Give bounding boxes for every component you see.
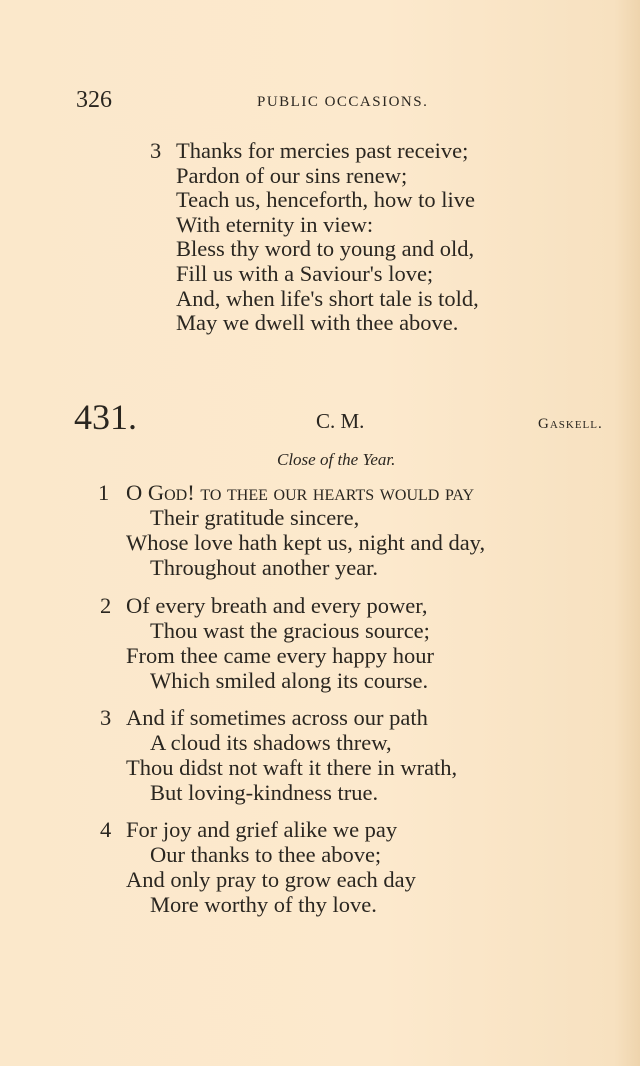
verse-line: A cloud its shadows threw, [150,730,392,755]
verse-line: Whose love hath kept us, night and day, [126,530,486,555]
verse-line: Throughout another year. [150,555,379,580]
verse-line: But loving-kindness true. [150,780,379,805]
verse-line: And, when life's short tale is told, [176,285,479,311]
verse-line: Their gratitude sincere, [150,505,360,530]
verse-line: Teach us, henceforth, how to live [176,187,475,213]
verse-number: 2 [100,593,112,618]
hymn-meter: C. M. [316,409,365,433]
verse-line: O God! to thee our hearts would pay [126,480,475,505]
verse-line: With eternity in view: [176,211,374,237]
verse-line: Which smiled along its course. [150,668,429,693]
verse-line: Of every breath and every power, [126,593,428,618]
verse-line: Thou wast the gracious source; [150,618,430,643]
verse-line: Thou didst not waft it there in wrath, [126,755,458,780]
hymn-subtitle: Close of the Year. [277,450,396,469]
verse-number: 3 [100,705,112,730]
verse-line: Our thanks to thee above; [150,842,382,867]
page-number: 326 [76,87,112,113]
verse-number: 3 [150,138,162,163]
verse-line: Thanks for mercies past receive; [176,138,469,163]
verse-line: Bless thy word to young and old, [176,236,475,262]
verse-line: Pardon of our sins renew; [176,162,408,188]
verse-line: From thee came every happy hour [126,643,435,668]
verse-line: And if sometimes across our path [126,705,428,730]
running-title: PUBLIC OCCASIONS. [257,94,429,110]
hymn-number: 431. [74,397,137,437]
verse-line: And only pray to grow each day [126,867,416,892]
verse-number: 4 [100,817,112,842]
verse-line: For joy and grief alike we pay [126,817,398,842]
verse-line: More worthy of thy love. [150,892,377,917]
verse-line: Fill us with a Saviour's love; [176,261,434,286]
verse-line: May we dwell with thee above. [176,310,459,336]
hymn-author: Gaskell. [538,416,603,432]
verse-number: 1 [98,480,110,505]
